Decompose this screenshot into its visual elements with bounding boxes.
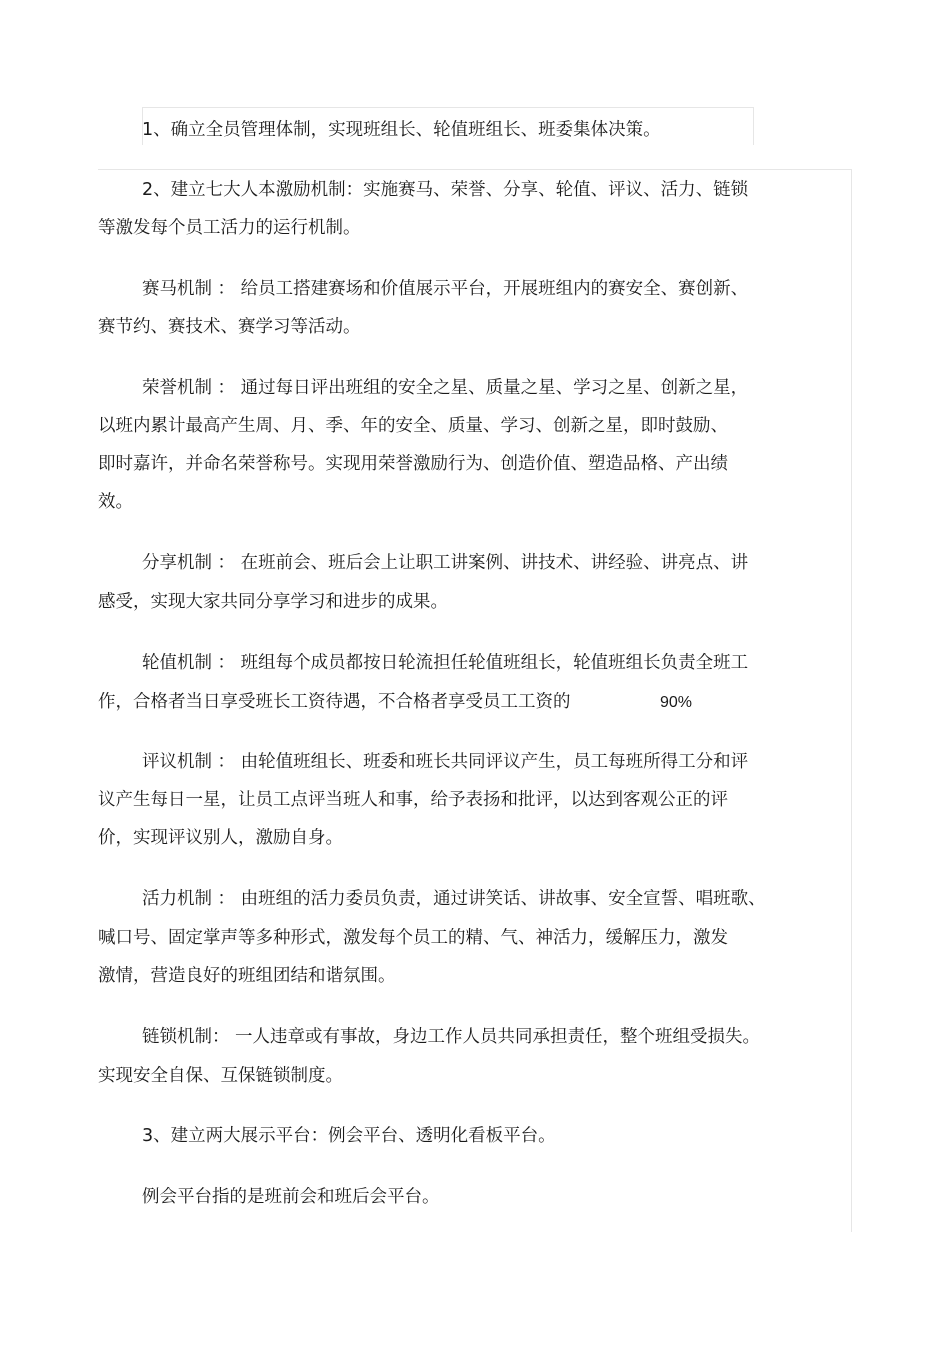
rongyu-line-1: 荣誉机制 ： 通过每日评出班组的安全之星、质量之星、学习之星、创新之星，	[142, 378, 749, 398]
huoli-line-1: 活力机制 ： 由班组的活力委员负责，通过讲笑话、讲故事、安全宣誓、唱班歌、	[142, 889, 766, 909]
lunzhi-line-2: 作，合格者当日享受班长工资待遇，不合格者享受员工工资的	[98, 692, 571, 712]
rongyu-line-4: 效。	[98, 492, 133, 512]
huoli-line-3: 激情，营造良好的班组团结和谐氛围。	[98, 966, 396, 986]
fenxiang-line-1: 分享机制 ： 在班前会、班后会上让职工讲案例、讲技术、讲经验、讲亮点、讲	[142, 553, 749, 573]
pingyi-line-3: 价，实现评议别人，激励自身。	[98, 828, 343, 848]
rongyu-line-3: 即时嘉许，并命名荣誉称号。实现用荣誉激励行为、创造价值、塑造品格、产出绩	[98, 454, 728, 474]
lunzhi-line-1: 轮值机制 ： 班组每个成员都按日轮流担任轮值班组长，轮值班组长负责全班工	[142, 653, 749, 673]
lunzhi-percent: 90%	[660, 694, 693, 711]
item-1-line: 1、确立全员管理体制，实现班组长、轮值班组长、班委集体决策。	[142, 120, 661, 140]
fenxiang-line-2: 感受，实现大家共同分享学习和进步的成果。	[98, 592, 448, 612]
huoli-line-2: 喊口号、固定掌声等多种形式，激发每个员工的精、气、神活力，缓解压力，激发	[98, 928, 728, 948]
pingyi-line-1: 评议机制 ： 由轮值班组长、班委和班长共同评议产生，员工每班所得工分和评	[142, 752, 749, 772]
liansuo-line-1: 链锁机制： 一人违章或有事故，身边工作人员共同承担责任，整个班组受损失。	[142, 1027, 761, 1047]
rongyu-line-2: 以班内累计最高产生周、月、季、年的安全、质量、学习、创新之星，即时鼓励、	[98, 416, 728, 436]
saima-line-1: 赛马机制 ： 给员工搭建赛场和价值展示平台，开展班组内的赛安全、赛创新、	[142, 279, 749, 299]
liansuo-line-2: 实现安全自保、互保链锁制度。	[98, 1066, 343, 1086]
pingyi-line-2: 议产生每日一星，让员工点评当班人和事，给予表扬和批评，以达到客观公正的评	[98, 790, 728, 810]
item-3-line: 3、建立两大展示平台：例会平台、透明化看板平台。	[142, 1126, 556, 1146]
item-2-line-2: 等激发每个员工活力的运行机制。	[98, 218, 361, 238]
lihui-line: 例会平台指的是班前会和班后会平台。	[142, 1187, 440, 1207]
item-2-line-1: 2、建立七大人本激励机制：实施赛马、荣誉、分享、轮值、评议、活力、链锁	[142, 180, 749, 200]
saima-line-2: 赛节约、赛技术、赛学习等活动。	[98, 317, 361, 337]
